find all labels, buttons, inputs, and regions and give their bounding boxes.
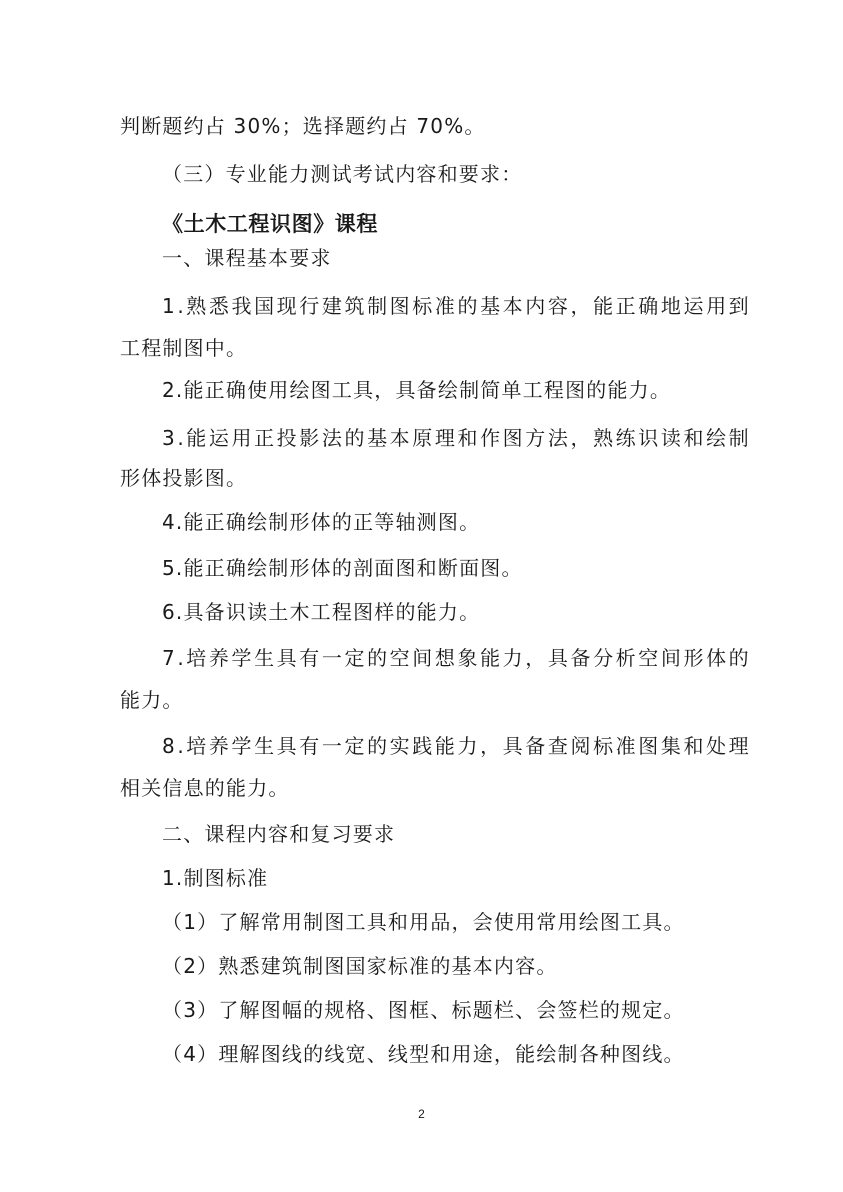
heading-course-content: 二、课程内容和复习要求 — [162, 822, 396, 846]
requirement-2: 2.能正确使用绘图工具，具备绘制简单工程图的能力。 — [162, 378, 672, 402]
subheading-drawing-standards: 1.制图标准 — [162, 866, 269, 890]
requirement-7-continued: 能力。 — [120, 688, 184, 712]
requirement-6: 6.具备识读土木工程图样的能力。 — [162, 600, 481, 624]
requirement-7: 7.培养学生具有一定的空间想象能力，具备分析空间形体的 — [162, 646, 752, 670]
requirement-1-continued: 工程制图中。 — [120, 336, 248, 360]
requirement-3: 3.能运用正投影法的基本原理和作图方法，熟练识读和绘制 — [162, 426, 752, 450]
requirement-8: 8.培养学生具有一定的实践能力，具备查阅标准图集和处理 — [162, 734, 752, 758]
section-heading-professional-test: （三）专业能力测试考试内容和要求： — [162, 162, 523, 186]
item-4-line-types: （4）理解图线的线宽、线型和用途，能绘制各种图线。 — [162, 1042, 685, 1066]
requirement-3-continued: 形体投影图。 — [120, 466, 248, 490]
requirement-5: 5.能正确绘制形体的剖面图和断面图。 — [162, 556, 523, 580]
heading-course-basic-requirements: 一、课程基本要求 — [162, 246, 332, 270]
item-3-sheet-format: （3）了解图幅的规格、图框、标题栏、会签栏的规定。 — [162, 998, 685, 1022]
item-2-national-standards: （2）熟悉建筑制图国家标准的基本内容。 — [162, 954, 558, 978]
requirement-8-continued: 相关信息的能力。 — [120, 776, 290, 800]
course-title: 《土木工程识图》课程 — [162, 212, 378, 236]
item-1-drawing-tools: （1）了解常用制图工具和用品，会使用常用绘图工具。 — [162, 910, 685, 934]
page-number: 2 — [418, 1107, 425, 1121]
text-line-exam-ratio: 判断题约占 30%；选择题约占 70%。 — [120, 114, 486, 138]
requirement-4: 4.能正确绘制形体的正等轴测图。 — [162, 510, 481, 534]
requirement-1: 1.熟悉我国现行建筑制图标准的基本内容，能正确地运用到 — [162, 294, 752, 318]
